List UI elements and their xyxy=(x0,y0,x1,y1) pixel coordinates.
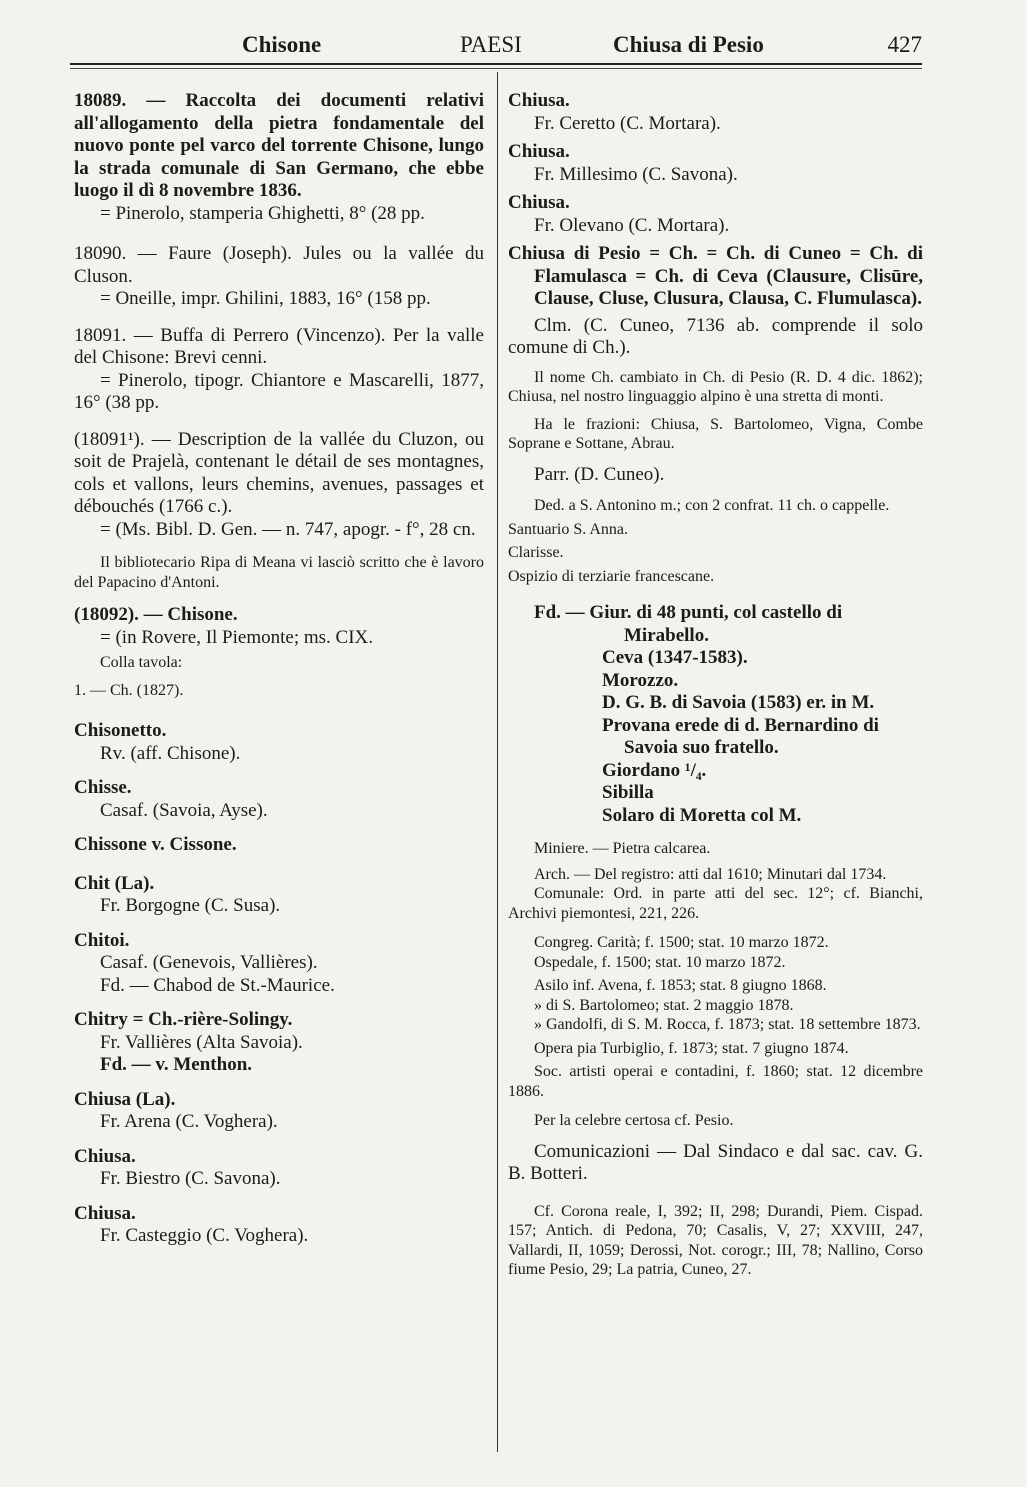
entry-paragraph: Chiusa. xyxy=(74,1145,136,1167)
entry-paragraph: Fd. — Chabod de St.-Maurice. xyxy=(100,974,335,996)
entry-paragraph: = (Ms. Bibl. D. Gen. — n. 747, apogr. - f°, 28 cn. xyxy=(100,518,476,540)
header-rule xyxy=(70,63,922,65)
entry-paragraph: Provana erede di d. Bernardino di xyxy=(602,714,879,736)
entry-paragraph: Fr. Ceretto (C. Mortara). xyxy=(534,112,721,134)
column-divider xyxy=(497,72,498,1452)
entry-paragraph: Asilo inf. Avena, f. 1853; stat. 8 giugno 1868. xyxy=(534,977,827,994)
entry-paragraph: Casaf. (Savoia, Ayse). xyxy=(100,799,268,821)
entry-paragraph: Fr. Borgogne (C. Susa). xyxy=(100,895,281,916)
entry-paragraph: 1. — Ch. (1827). xyxy=(74,681,184,699)
entry-paragraph: Parr. (D. Cuneo). xyxy=(534,463,665,485)
entry-paragraph: Fr. Biestro (C. Savona). xyxy=(100,1168,281,1189)
entry-paragraph: = Pinerolo, tipogr. Chiantore e Mascarelli, 1877, 16° (38 pp. xyxy=(74,369,484,413)
entry-paragraph: Fd. — Giur. di 48 punti, col castello di xyxy=(534,602,843,623)
entry-paragraph: Fr. Olevano (C. Mortara). xyxy=(534,214,730,236)
entry-paragraph: 18091. — Buffa di Perrero (Vincenzo). Per la valle del Chisone: Brevi cenni. xyxy=(74,324,484,368)
right-column xyxy=(508,90,923,1280)
entry-paragraph: = Oneille, impr. Ghilini, 1883, 16° (158 pp. xyxy=(100,288,431,309)
entry-paragraph: Opera pia Turbiglio, f. 1873; stat. 7 giugno 1874. xyxy=(534,1039,849,1057)
entry-paragraph: Ded. a S. Antonino m.; con 2 confrat. 11 ch. o cappelle. xyxy=(534,497,890,514)
entry-paragraph: Il nome Ch. cambiato in Ch. di Pesio (R. D. 4 dic. 1862); Chiusa, nel nostro linguaggio alpino è una stretta di monti. xyxy=(508,368,923,405)
header-right-term: Chiusa di Pesio xyxy=(613,32,764,57)
entry-paragraph: Comunale: Ord. in parte atti del sec. 12°; cf. Bianchi, Archivi piemontesi, 221, 226. xyxy=(508,885,923,922)
entry-paragraph: Fd. — v. Menthon. xyxy=(100,1054,253,1075)
header-section: PAESI xyxy=(460,32,522,57)
entry-paragraph: Casaf. (Genevois, Vallières). xyxy=(100,952,318,973)
entry-paragraph: Santuario S. Anna. xyxy=(508,520,628,538)
entry-paragraph: Fr. Arena (C. Voghera). xyxy=(100,1111,278,1132)
running-header xyxy=(70,28,922,62)
entry-paragraph: Ospedale, f. 1500; stat. 10 marzo 1872. xyxy=(534,953,786,971)
entry-paragraph: Chiusa. xyxy=(508,90,570,111)
entry-paragraph: Soc. artisti operai e contadini, f. 1860; stat. 12 dicembre 1886. xyxy=(508,1063,923,1100)
entry-paragraph: Morozzo. xyxy=(602,669,679,691)
entry-paragraph: Chiusa di Pesio = Ch. = Ch. di Cuneo = Ch. di Flamulasca = Ch. di Ceva (Clausure, Clisūre, Clause, Cluse, Clusura, Clausa, C. Flumulasca). xyxy=(508,243,923,309)
entry-paragraph: Chitoi. xyxy=(74,929,130,951)
entry-paragraph: Comunicazioni — Dal Sindaco e dal sac. cav. G. B. Botteri. xyxy=(508,1140,923,1184)
entry-paragraph: Congreg. Carità; f. 1500; stat. 10 marzo 1872. xyxy=(534,934,829,951)
entry-paragraph: D. G. B. di Savoia (1583) er. in M. xyxy=(602,692,875,713)
entry-paragraph: (18091¹). — Description de la vallée du Cluzon, ou soit de Prajelà, contenant le détail de ses montagnes, cols et vallons, leurs chemins, avenues, passages et débouchés (1766 c.). xyxy=(74,428,484,517)
entry-paragraph: Colla tavola: xyxy=(100,654,183,671)
entry-paragraph: Miniere. — Pietra calcarea. xyxy=(534,840,711,857)
entry-paragraph: 18089. — Raccolta dei documenti relativi all'allogamento della pietra fondamentale del nuovo ponte pel varco del torrente Chisone, lungo la strada comunale di San Germano, che ebbe luogo il dì 8 novembre 1836. xyxy=(74,90,484,201)
entry-paragraph: Fr. Millesimo (C. Savona). xyxy=(534,163,738,185)
entry-paragraph: Chiusa (La). xyxy=(74,1088,176,1110)
entry-paragraph: Mirabello. xyxy=(624,624,709,646)
entry-paragraph: Clm. (C. Cuneo, 7136 ab. comprende il solo comune di Ch.). xyxy=(508,314,923,358)
header-rule-thin xyxy=(70,68,922,69)
entry-paragraph: Cf. Corona reale, I, 392; II, 298; Durandi, Piem. Cispad. 157; Antich. di Pedona, 70; Casalis, V, 27; XXVIII, 247, Vallardi, II, 1059; Derossi, Not. corogr.; III, 78; Nallino, Corso fiume Pesio, 29; La patria, Cuneo, 27. xyxy=(508,1202,923,1278)
entry-paragraph: Rv. (aff. Chisone). xyxy=(100,742,241,764)
entry-paragraph: Fr. Casteggio (C. Voghera). xyxy=(100,1225,309,1246)
entry-paragraph: Chiusa. xyxy=(74,1202,136,1224)
entry-paragraph: Solaro di Moretta col M. xyxy=(602,804,802,826)
entry-paragraph: 18090. — Faure (Joseph). Jules ou la vallée du Cluson. xyxy=(74,243,484,287)
entry-paragraph: » di S. Bartolomeo; stat. 2 maggio 1878. xyxy=(534,996,794,1014)
left-column xyxy=(74,90,484,1248)
entry-paragraph: Chisonetto. xyxy=(74,720,167,741)
entry-paragraph: Chiusa. xyxy=(508,141,570,162)
entry-paragraph: Chit (La). xyxy=(74,872,155,894)
entry-paragraph: Arch. — Del registro: atti dal 1610; Minutari dal 1734. xyxy=(534,865,887,883)
header-left-term: Chisone xyxy=(242,32,322,57)
entry-paragraph: Chiusa. xyxy=(508,192,570,213)
entry-paragraph: Giordano ¹/₄. xyxy=(602,759,707,781)
entry-paragraph: (18092). — Chisone. xyxy=(74,604,238,625)
entry-paragraph: Chisse. xyxy=(74,777,132,798)
entry-paragraph: Savoia suo fratello. xyxy=(624,737,779,758)
entry-paragraph: = (in Rovere, Il Piemonte; ms. CIX. xyxy=(100,626,373,648)
entry-paragraph: Per la celebre certosa cf. Pesio. xyxy=(534,1112,734,1129)
entry-paragraph: Chitry = Ch.-rière-Solingy. xyxy=(74,1009,293,1030)
entry-paragraph: Chissone v. Cissone. xyxy=(74,834,237,855)
entry-paragraph: Clarisse. xyxy=(508,544,564,561)
entry-paragraph: » Gandolfi, di S. M. Rocca, f. 1873; stat. 18 settembre 1873. xyxy=(534,1016,921,1033)
entry-paragraph: Ceva (1347-1583). xyxy=(602,647,748,668)
entry-paragraph: Ha le frazioni: Chiusa, S. Bartolomeo, Vigna, Combe Soprane e Sottane, Abrau. xyxy=(508,415,923,452)
page-number: 427 xyxy=(887,32,922,57)
entry-paragraph: Il bibliotecario Ripa di Meana vi lasciò scritto che è lavoro del Papacino d'Antoni. xyxy=(74,554,484,591)
entry-paragraph: Fr. Vallières (Alta Savoia). xyxy=(100,1031,303,1053)
entry-paragraph: Sibilla xyxy=(602,782,654,803)
entry-paragraph: = Pinerolo, stamperia Ghighetti, 8° (28 pp. xyxy=(100,202,425,224)
entry-paragraph: Ospizio di terziarie francescane. xyxy=(508,567,715,585)
